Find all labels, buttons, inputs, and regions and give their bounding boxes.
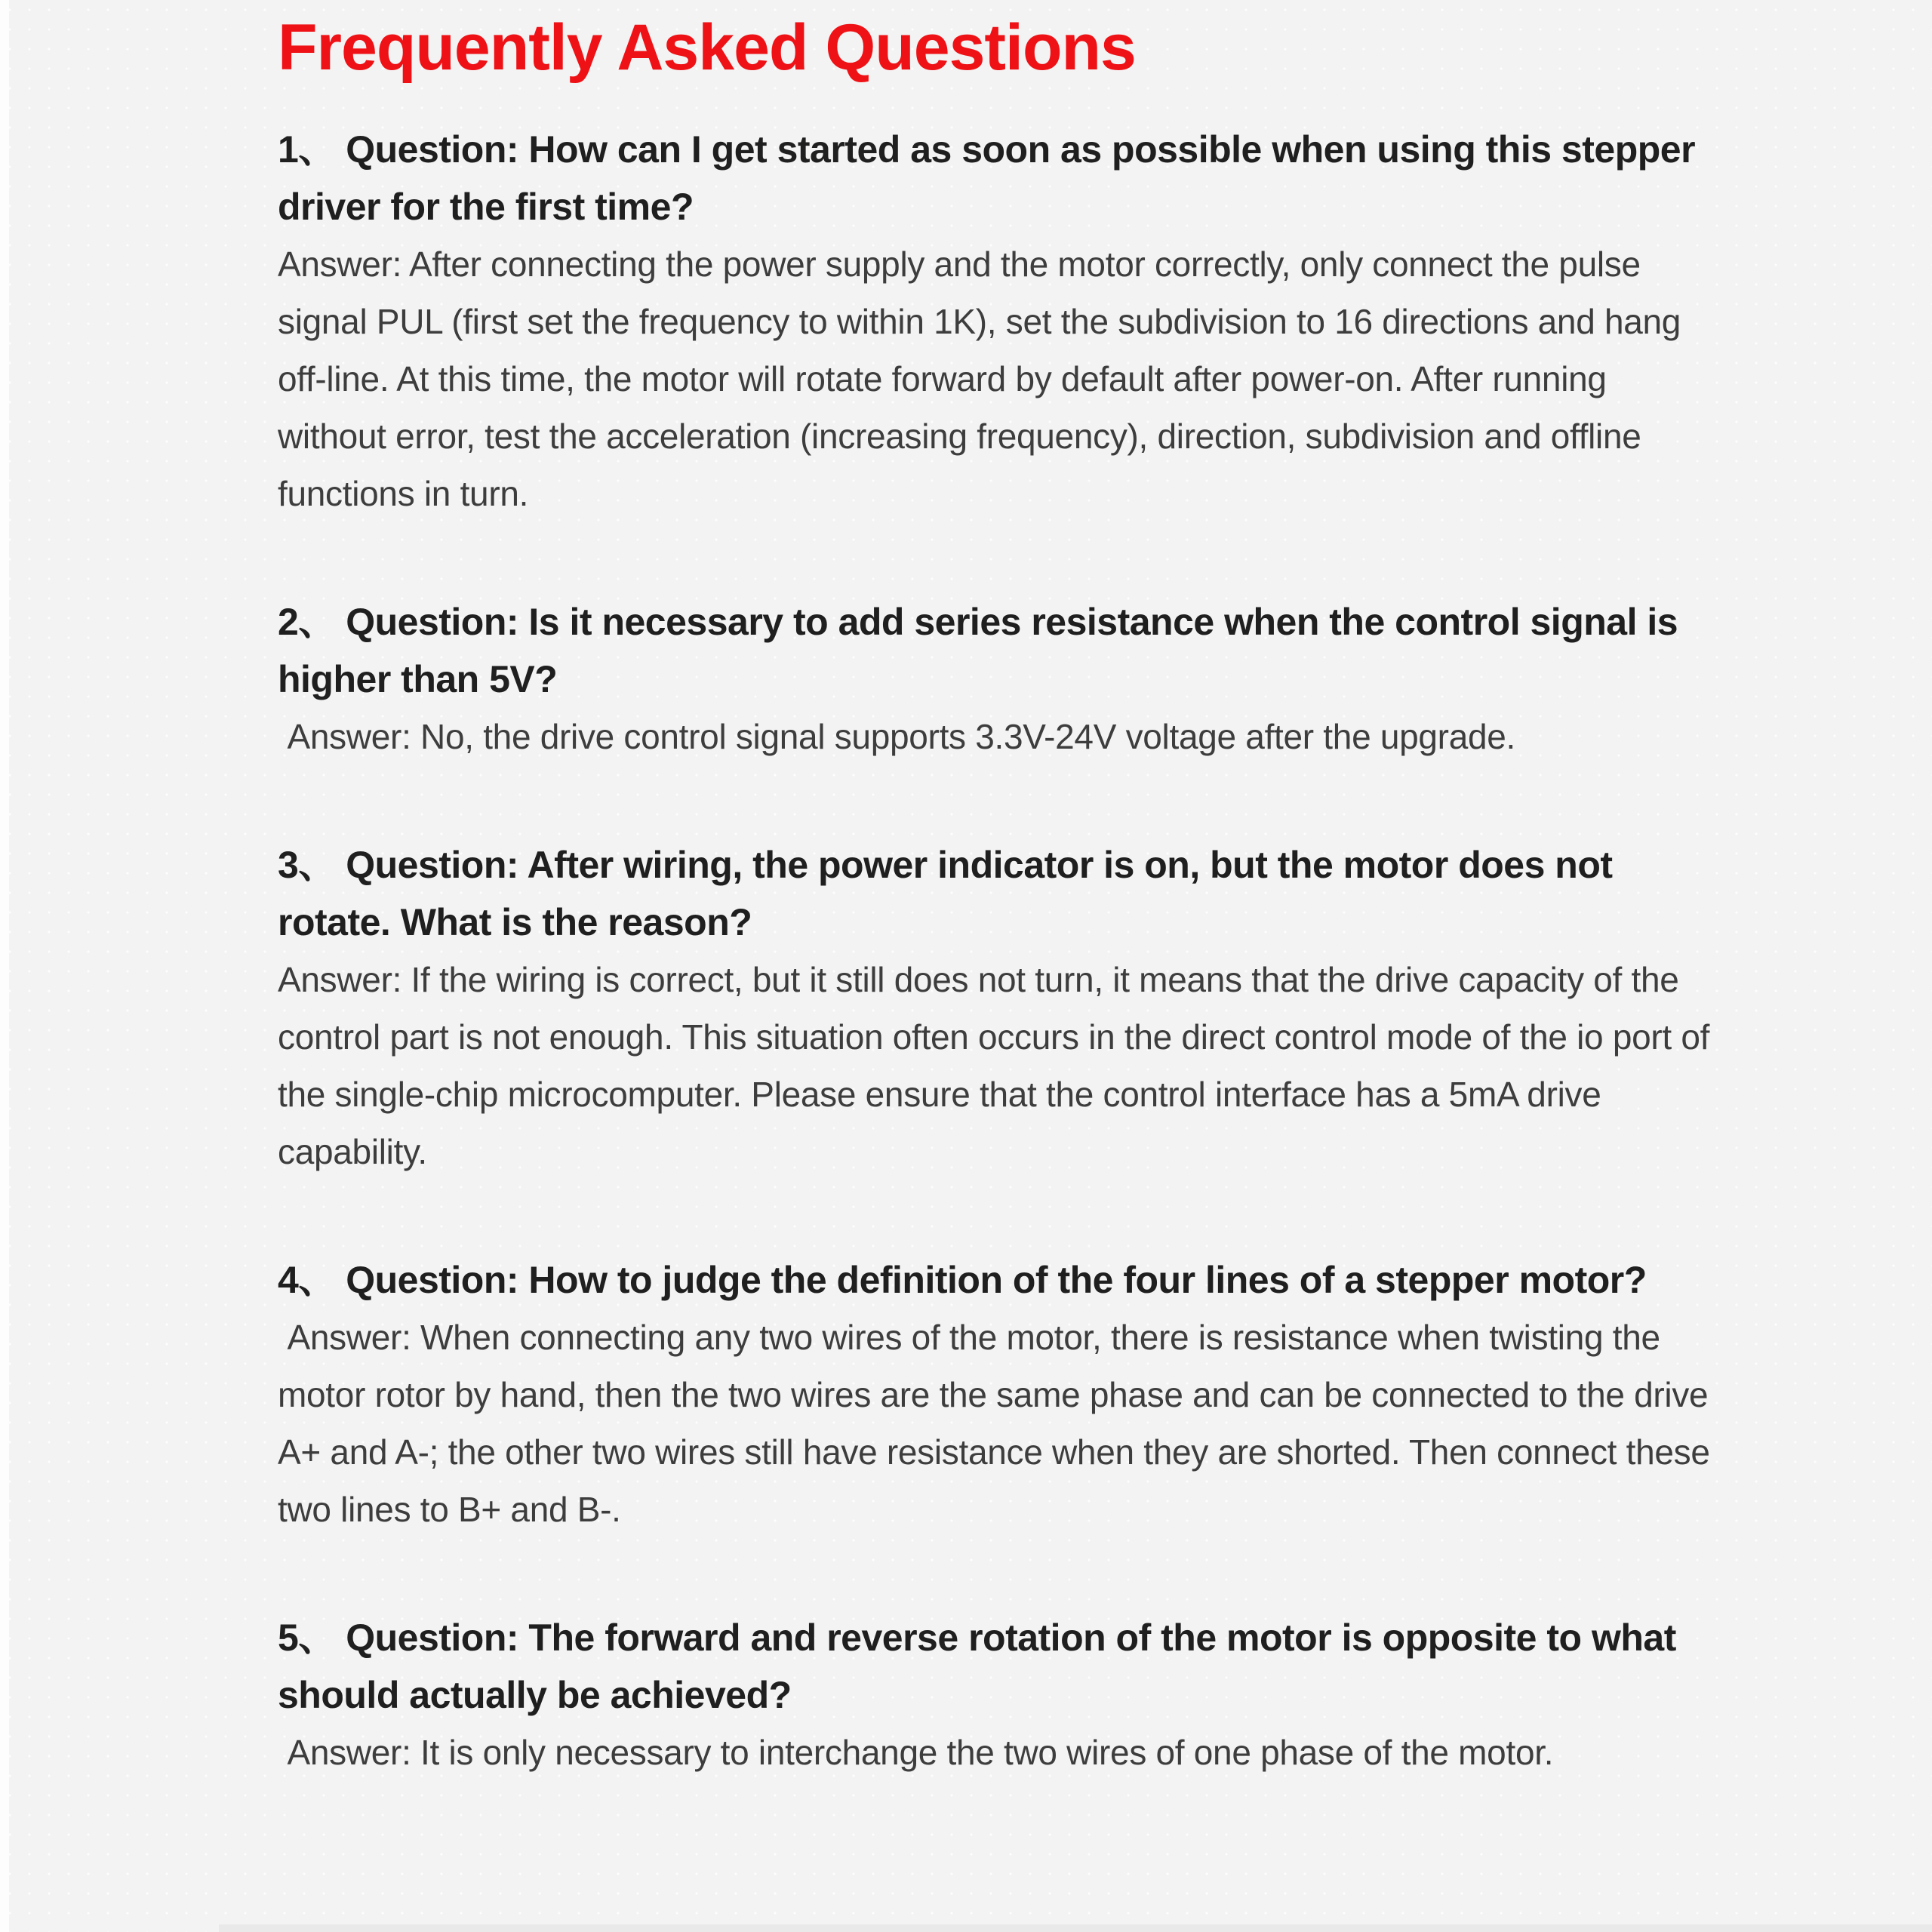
- faq-question-4: 4、 Question: How to judge the definition of the four lines of a stepper motor?: [278, 1259, 1647, 1302]
- bottom-divider: [219, 1924, 1932, 1932]
- faq-content: [278, 11, 1720, 1781]
- faq-answer-2: Answer: No, the drive control signal supports 3.3V-24V voltage after the upgrade.: [278, 717, 1516, 757]
- faq-item-4: [278, 1251, 1720, 1538]
- faq-answer-1: Answer: After connecting the power supply and the motor correctly, only connect the pulse signal PUL (first set the frequency to within 1K), set the subdivision to 16 directions and hang off-line. At this time, the motor will rotate forward by default after power-on. After running without error, test the acceleration (increasing frequency), direction, subdivision and offline functions in turn.: [278, 245, 1690, 514]
- page-title: Frequently Asked Questions: [278, 11, 1136, 84]
- faq-list: [278, 121, 1720, 1781]
- faq-item-5: [278, 1609, 1712, 1781]
- left-edge-strip: [0, 0, 9, 1932]
- faq-answer-3: Answer: If the wiring is correct, but it still does not turn, it means that the drive capacity of the control part is not enough. This situation often occurs in the direct control mode of the io port of the single-chip microcomputer. Please ensure that the control interface has a 5mA drive capability.: [278, 960, 1719, 1172]
- faq-answer-4: Answer: When connecting any two wires of the motor, there is resistance when twisting the motor rotor by hand, then the two wires are the same phase and can be connected to the drive A+ and A-; the other two wires still have resistance when they are shorted. Then connect these two lines to B+ and B-.: [278, 1318, 1720, 1530]
- faq-item-2: [278, 593, 1712, 765]
- faq-item-3: [278, 836, 1719, 1180]
- faq-item-1: [278, 121, 1712, 522]
- faq-question-2: 2、 Question: Is it necessary to add series resistance when the control signal is higher than 5V?: [278, 601, 1688, 701]
- faq-question-5: 5、 Question: The forward and reverse rotation of the motor is opposite to what should actually be achieved?: [278, 1617, 1687, 1717]
- faq-question-1: 1、 Question: How can I get started as soon as possible when using this stepper driver for the first time?: [278, 128, 1706, 229]
- faq-question-3: 3、 Question: After wiring, the power indicator is on, but the motor does not rotate. What is the reason?: [278, 844, 1623, 944]
- faq-answer-5: Answer: It is only necessary to interchange the two wires of one phase of the motor.: [278, 1733, 1554, 1773]
